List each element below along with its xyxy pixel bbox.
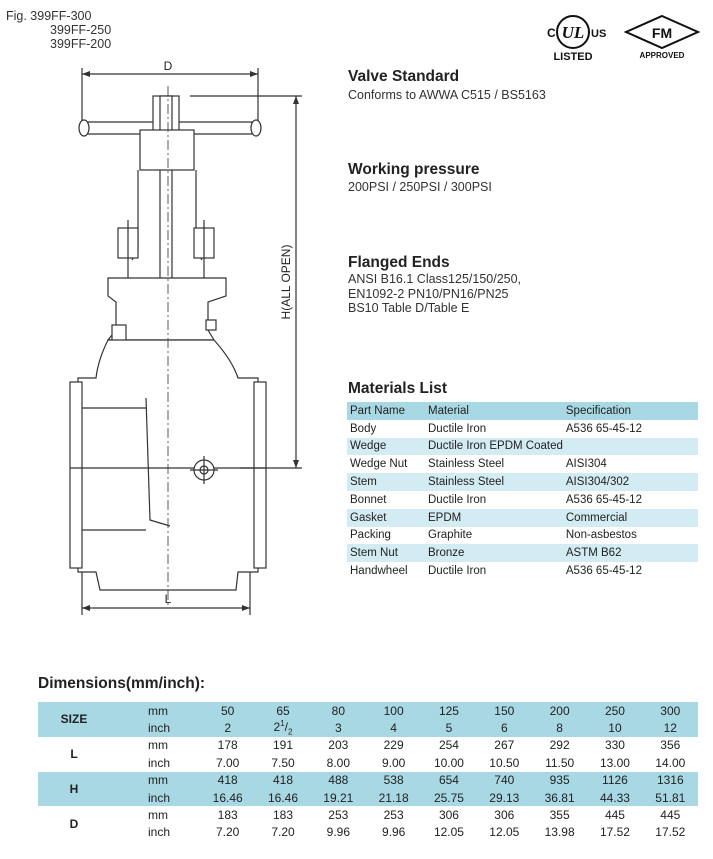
materials-row xyxy=(347,527,698,545)
unit-label: mm xyxy=(148,808,168,823)
part-name-cell: Wedge xyxy=(347,438,425,456)
dimension-mm-cell: 292 xyxy=(549,738,570,753)
part-name-cell: Gasket xyxy=(347,509,425,527)
fraction-denominator: 2 xyxy=(288,727,293,737)
dimension-inch-cell: 9.96 xyxy=(326,825,350,840)
dimension-inch-cell: 25.75 xyxy=(421,789,476,806)
specification-cell: ASTM B62 xyxy=(563,544,698,562)
dimension-mm-cell: 254 xyxy=(438,738,459,753)
header-specification: Specification xyxy=(563,402,698,420)
size-inch-cell: 8 xyxy=(532,719,587,736)
dimension-mm-cell: 418 xyxy=(200,772,255,789)
part-name-cell: Stem Nut xyxy=(347,544,425,562)
fraction-whole: 2 xyxy=(273,720,281,735)
ul-c-text: C xyxy=(547,26,556,40)
dimension-inch-cell: 13.98 xyxy=(544,825,575,840)
size-inch-cell: 2 xyxy=(200,719,255,736)
dimension-inch-cell: 7.20 xyxy=(215,825,240,840)
size-inch-cell xyxy=(255,719,310,736)
working-pressure-title: Working pressure xyxy=(348,161,480,178)
dimension-mm-cell: 253 xyxy=(383,808,404,823)
dimension-mm-cell: 191 xyxy=(272,738,293,753)
ul-mark-text: UL xyxy=(561,23,585,42)
working-pressure-body: 200PSI / 250PSI / 300PSI xyxy=(348,180,492,194)
dimension-mm-cell: 488 xyxy=(311,772,366,789)
dimension-mm-row xyxy=(38,772,698,789)
dimension-mm-cell: 445 xyxy=(604,808,625,823)
size-inch-cell: 6 xyxy=(477,719,532,736)
dimension-inch-cell: 7.20 xyxy=(271,825,295,840)
fm-approved-text: APPROVED xyxy=(639,51,685,60)
material-cell: Graphite xyxy=(428,529,473,542)
dimensions-title: Dimensions(mm/inch): xyxy=(38,675,206,692)
dimension-mm-cell: 330 xyxy=(604,738,625,753)
dimension-inch-cell: 44.33 xyxy=(587,789,642,806)
dimension-mm-cell: 229 xyxy=(383,738,404,753)
dimension-mm-cell: 1316 xyxy=(643,772,698,789)
header-part-name: Part Name xyxy=(347,402,425,420)
specification-cell: A536 65-45-12 xyxy=(565,493,642,506)
size-mm-cell: 200 xyxy=(532,702,587,719)
ul-us-text: US xyxy=(591,28,607,40)
size-mm-cell: 125 xyxy=(421,702,476,719)
dimension-inch-cell: 36.81 xyxy=(532,789,587,806)
dimension-mm-cell: 203 xyxy=(328,738,349,753)
dimension-label: H xyxy=(38,772,110,807)
flanged-ends-line: ANSI B16.1 Class125/150/250, xyxy=(348,272,522,286)
ul-listed-text: LISTED xyxy=(553,51,593,62)
material-cell: Ductile Iron xyxy=(428,565,487,578)
material-cell: Stainless Steel xyxy=(428,458,505,471)
valve-standard-body: Conforms to AWWA C515 / BS5163 xyxy=(348,88,546,102)
dimension-mm-cell: 306 xyxy=(438,808,459,823)
size-label: SIZE xyxy=(38,702,110,737)
unit-label: inch xyxy=(110,789,200,806)
dimension-inch-cell: 16.46 xyxy=(200,789,255,806)
material-cell: Ductile Iron EPDM Coated xyxy=(425,438,563,456)
flanged-ends-title: Flanged Ends xyxy=(348,254,450,271)
dimension-l-label: L xyxy=(164,592,172,606)
dimension-inch-row xyxy=(38,754,698,771)
dimension-label: D xyxy=(69,816,79,831)
materials-row xyxy=(347,473,698,491)
size-mm-row xyxy=(38,702,698,719)
specification-cell: AISI304 xyxy=(565,458,607,471)
dimension-inch-cell: 8.00 xyxy=(326,755,350,770)
specification-cell xyxy=(563,438,698,456)
size-inch-cell: 5 xyxy=(421,719,476,736)
materials-row xyxy=(347,438,698,456)
fm-approved-logo xyxy=(622,14,702,62)
size-mm-cell: 65 xyxy=(255,702,310,719)
flanged-ends-line: BS10 Table D/Table E xyxy=(348,301,470,315)
material-cell: Stainless Steel xyxy=(425,473,563,491)
valve-standard-title: Valve Standard xyxy=(348,68,460,85)
unit-label: mm xyxy=(110,702,200,719)
part-name-cell: Packing xyxy=(350,529,391,542)
dimension-inch-cell: 11.50 xyxy=(545,755,575,770)
size-inch-cell: 12 xyxy=(643,719,698,736)
materials-list-title: Materials List xyxy=(348,380,448,397)
dimension-inch-cell: 16.46 xyxy=(255,789,310,806)
size-inch-cell: 3 xyxy=(311,719,366,736)
dimension-mm-cell: 935 xyxy=(532,772,587,789)
materials-table xyxy=(347,402,698,580)
specification-cell: A536 65-45-12 xyxy=(565,565,642,578)
material-cell: Ductile Iron xyxy=(428,493,487,506)
size-mm-cell: 250 xyxy=(587,702,642,719)
flanged-ends-body xyxy=(348,272,521,316)
header-material: Material xyxy=(425,402,563,420)
dimension-inch-cell: 17.52 xyxy=(655,825,686,840)
dimensions-table xyxy=(38,702,698,841)
dimension-mm-cell: 418 xyxy=(255,772,310,789)
dimension-mm-row xyxy=(38,806,698,823)
dimension-inch-cell: 14.00 xyxy=(655,755,686,770)
part-name-cell: Wedge Nut xyxy=(350,458,408,471)
materials-header-row xyxy=(347,402,698,420)
dimension-inch-cell: 12.05 xyxy=(489,825,520,840)
figure-label xyxy=(6,9,111,51)
material-cell: Ductile Iron xyxy=(428,422,487,435)
materials-row xyxy=(347,420,698,438)
dimension-inch-cell: 19.21 xyxy=(311,789,366,806)
figure-line-1: Fig. 399FF-300 xyxy=(6,9,92,23)
dimension-mm-cell: 183 xyxy=(217,808,238,823)
part-name-cell: Handwheel xyxy=(350,565,408,578)
size-mm-cell: 100 xyxy=(366,702,421,719)
materials-row xyxy=(347,455,698,473)
dimension-inch-cell: 12.05 xyxy=(433,825,464,840)
fm-text: FM xyxy=(651,25,673,41)
dimension-inch-cell: 9.00 xyxy=(381,755,406,770)
fraction-numerator: 1 xyxy=(280,719,285,729)
material-cell: Bronze xyxy=(425,544,563,562)
size-mm-cell: 150 xyxy=(477,702,532,719)
dimension-inch-cell: 51.81 xyxy=(643,789,698,806)
dimension-inch-cell: 13.00 xyxy=(599,755,630,770)
material-cell: EPDM xyxy=(425,509,563,527)
fraction-slash: / xyxy=(284,720,288,735)
specification-cell: A536 65-45-12 xyxy=(565,422,642,435)
dimension-mm-cell: 355 xyxy=(549,808,570,823)
size-mm-cell: 300 xyxy=(643,702,698,719)
dimension-inch-cell: 10.50 xyxy=(489,755,520,770)
materials-row xyxy=(347,562,698,580)
dimension-mm-cell: 306 xyxy=(494,808,515,823)
dimension-inch-cell: 9.96 xyxy=(381,825,406,840)
unit-label: inch xyxy=(110,719,200,736)
dimension-mm-row xyxy=(38,737,698,754)
specification-cell: Non-asbestos xyxy=(565,529,637,542)
size-inch-row xyxy=(38,719,698,736)
size-inch-cell: 4 xyxy=(366,719,421,736)
unit-label: mm xyxy=(148,738,168,753)
dimension-mm-cell: 740 xyxy=(477,772,532,789)
dimension-inch-row xyxy=(38,789,698,806)
dimension-mm-cell: 538 xyxy=(366,772,421,789)
materials-row xyxy=(347,544,698,562)
figure-line-2: 399FF-250 xyxy=(50,23,112,37)
materials-row xyxy=(347,491,698,509)
dimension-mm-cell: 356 xyxy=(660,738,681,753)
dimension-mm-cell: 267 xyxy=(494,738,515,753)
dimension-inch-row xyxy=(38,824,698,841)
specification-cell: Commercial xyxy=(563,509,698,527)
dimension-mm-cell: 253 xyxy=(328,808,349,823)
unit-label: inch xyxy=(148,825,171,840)
size-inch-cell: 10 xyxy=(587,719,642,736)
materials-row xyxy=(347,509,698,527)
dimension-inch-cell: 29.13 xyxy=(477,789,532,806)
valve-drawing xyxy=(0,60,330,620)
dimension-inch-cell: 21.18 xyxy=(366,789,421,806)
dimension-mm-cell: 1126 xyxy=(587,772,642,789)
unit-label: inch xyxy=(148,755,171,770)
dimension-d-label: D xyxy=(163,60,173,73)
dimension-mm-cell: 183 xyxy=(272,808,293,823)
unit-label: mm xyxy=(110,772,200,789)
dimension-mm-cell: 445 xyxy=(660,808,681,823)
part-name-cell: Body xyxy=(350,422,377,435)
part-name-cell: Stem xyxy=(347,473,425,491)
size-mm-cell: 50 xyxy=(200,702,255,719)
specification-cell: AISI304/302 xyxy=(563,473,698,491)
yoke-top xyxy=(140,130,194,170)
dimension-label: L xyxy=(70,747,78,762)
dimension-inch-cell: 7.00 xyxy=(215,755,240,770)
dimension-inch-cell: 10.00 xyxy=(433,755,464,770)
dimension-h-label: H(ALL OPEN) xyxy=(279,244,293,320)
dimension-mm-cell: 654 xyxy=(421,772,476,789)
flanged-ends-line: EN1092-2 PN10/PN16/PN25 xyxy=(348,286,509,301)
part-name-cell: Bonnet xyxy=(350,493,387,506)
size-mm-cell: 80 xyxy=(311,702,366,719)
dimension-inch-cell: 7.50 xyxy=(271,755,295,770)
ul-listed-logo xyxy=(538,10,608,62)
dimension-inch-cell: 17.52 xyxy=(599,825,630,840)
dimension-mm-cell: 178 xyxy=(217,738,238,753)
figure-line-3: 399FF-200 xyxy=(50,37,112,51)
